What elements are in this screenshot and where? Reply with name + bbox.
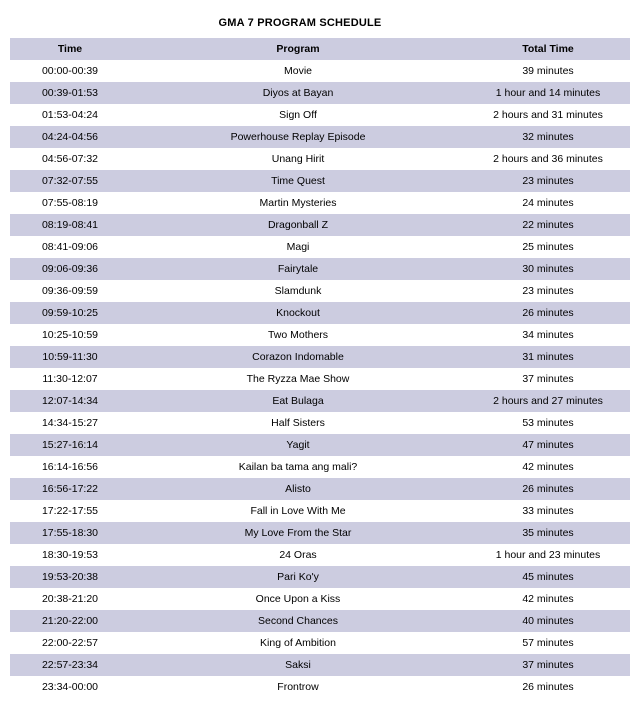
cell-program: Diyos at Bayan: [262, 87, 334, 99]
cell-time: 16:14-16:56: [41, 461, 99, 473]
cell-program: Two Mothers: [267, 329, 329, 341]
cell-time: 21:20-22:00: [41, 615, 99, 627]
cell-program: Saksi: [285, 659, 311, 671]
table-row: [10, 434, 630, 456]
cell-total-time: 34 minutes: [522, 329, 574, 341]
cell-time: 14:34-15:27: [41, 417, 99, 429]
table-row: [10, 302, 630, 324]
cell-time: 10:25-10:59: [41, 329, 99, 341]
cell-total-time: 32 minutes: [522, 131, 574, 143]
cell-time: 01:53-04:24: [41, 109, 99, 121]
cell-program: Fairytale: [277, 263, 319, 275]
cell-time: 10:59-11:30: [42, 351, 98, 363]
cell-total-time: 57 minutes: [522, 637, 574, 649]
cell-time: 23:34-00:00: [41, 681, 99, 693]
cell-program: Slamdunk: [274, 285, 322, 297]
cell-program: Frontrow: [277, 681, 319, 693]
table-row: [10, 346, 630, 368]
table-row: [10, 324, 630, 346]
table-row: [10, 148, 630, 170]
table-row: [10, 588, 630, 610]
table-row: [10, 478, 630, 500]
cell-time: 07:32-07:55: [41, 175, 99, 187]
cell-program: 24 Oras: [279, 549, 317, 561]
cell-program: Movie: [283, 65, 312, 77]
cell-total-time: 25 minutes: [522, 241, 574, 253]
table-row: [10, 82, 630, 104]
cell-program: King of Ambition: [260, 637, 336, 649]
cell-total-time: 37 minutes: [522, 373, 574, 385]
cell-program: Pari Ko'y: [277, 571, 319, 583]
table-row: [10, 60, 630, 82]
cell-time: 00:39-01:53: [41, 87, 99, 99]
table-row: [10, 390, 630, 412]
cell-total-time: 35 minutes: [522, 527, 574, 539]
table-row: [10, 566, 630, 588]
cell-program: The Ryzza Mae Show: [246, 373, 350, 385]
cell-total-time: 22 minutes: [522, 219, 574, 231]
cell-total-time: 24 minutes: [522, 197, 574, 209]
cell-time: 00:00-00:39: [41, 65, 99, 77]
table-row: [10, 280, 630, 302]
cell-program: Eat Bulaga: [272, 395, 324, 407]
table-row: [10, 522, 630, 544]
cell-time: 07:55-08:19: [41, 197, 99, 209]
cell-time: 17:22-17:55: [41, 505, 99, 517]
table-row: [10, 192, 630, 214]
cell-time: 22:57-23:34: [41, 659, 99, 671]
page-title: GMA 7 PROGRAM SCHEDULE: [218, 17, 382, 29]
cell-program: Half Sisters: [271, 417, 325, 429]
cell-program: Knockout: [276, 307, 320, 319]
header-time: Time: [57, 43, 83, 55]
cell-time: 09:06-09:36: [41, 263, 99, 275]
cell-total-time: 53 minutes: [522, 417, 574, 429]
cell-program: Time Quest: [271, 175, 325, 187]
cell-time: 20:38-21:20: [41, 593, 99, 605]
cell-total-time: 1 hour and 23 minutes: [495, 549, 601, 561]
cell-total-time: 26 minutes: [522, 307, 574, 319]
table-row: [10, 676, 630, 698]
cell-total-time: 47 minutes: [522, 439, 574, 451]
cell-total-time: 33 minutes: [522, 505, 574, 517]
table-row: [10, 632, 630, 654]
cell-time: 19:53-20:38: [41, 571, 99, 583]
cell-time: 08:19-08:41: [41, 219, 99, 231]
cell-program: Martin Mysteries: [259, 197, 337, 209]
table-row: [10, 126, 630, 148]
cell-time: 17:55-18:30: [41, 527, 99, 539]
cell-program: Once Upon a Kiss: [255, 593, 341, 605]
cell-total-time: 2 hours and 27 minutes: [493, 395, 603, 407]
cell-total-time: 2 hours and 31 minutes: [493, 109, 603, 121]
header-row: [10, 38, 630, 60]
cell-program: Unang Hirit: [271, 153, 325, 165]
cell-time: 09:59-10:25: [41, 307, 99, 319]
cell-total-time: 26 minutes: [522, 483, 574, 495]
cell-time: 15:27-16:14: [41, 439, 99, 451]
table-row: [10, 236, 630, 258]
header-total-time: Total Time: [522, 43, 574, 55]
cell-time: 22:00-22:57: [41, 637, 99, 649]
cell-program: Yagit: [286, 439, 310, 451]
schedule-body: [10, 60, 630, 698]
cell-program: Powerhouse Replay Episode: [230, 131, 366, 143]
cell-program: Second Chances: [258, 615, 338, 627]
cell-time: 12:07-14:34: [41, 395, 99, 407]
cell-time: 04:24-04:56: [41, 131, 99, 143]
cell-total-time: 37 minutes: [522, 659, 574, 671]
table-row: [10, 654, 630, 676]
cell-total-time: 45 minutes: [522, 571, 574, 583]
cell-total-time: 31 minutes: [522, 351, 574, 363]
cell-time: 04:56-07:32: [41, 153, 99, 165]
cell-program: Sign Off: [279, 109, 317, 121]
cell-program: Alisto: [285, 483, 311, 495]
cell-time: 11:30-12:07: [42, 373, 98, 385]
cell-program: My Love From the Star: [244, 527, 352, 539]
cell-total-time: 23 minutes: [522, 285, 574, 297]
table-row: [10, 610, 630, 632]
cell-program: Kailan ba tama ang mali?: [238, 461, 358, 473]
cell-time: 08:41-09:06: [41, 241, 99, 253]
table-row: [10, 170, 630, 192]
table-row: [10, 544, 630, 566]
cell-total-time: 2 hours and 36 minutes: [493, 153, 603, 165]
cell-total-time: 23 minutes: [522, 175, 574, 187]
cell-total-time: 30 minutes: [522, 263, 574, 275]
cell-program: Dragonball Z: [267, 219, 329, 231]
table-row: [10, 258, 630, 280]
cell-total-time: 26 minutes: [522, 681, 574, 693]
table-row: [10, 456, 630, 478]
table-row: [10, 104, 630, 126]
cell-total-time: 40 minutes: [522, 615, 574, 627]
cell-total-time: 1 hour and 14 minutes: [495, 87, 601, 99]
cell-total-time: 42 minutes: [522, 461, 574, 473]
cell-program: Corazon Indomable: [252, 351, 344, 363]
cell-time: 09:36-09:59: [41, 285, 99, 297]
table-row: [10, 412, 630, 434]
table-row: [10, 500, 630, 522]
table-row: [10, 214, 630, 236]
header-program: Program: [276, 43, 320, 55]
cell-program: Fall in Love With Me: [250, 505, 346, 517]
cell-program: Magi: [286, 241, 310, 253]
cell-time: 16:56-17:22: [41, 483, 99, 495]
cell-total-time: 39 minutes: [522, 65, 574, 77]
table-row: [10, 368, 630, 390]
schedule-table: [10, 38, 630, 698]
cell-total-time: 42 minutes: [522, 593, 574, 605]
cell-time: 18:30-19:53: [41, 549, 99, 561]
